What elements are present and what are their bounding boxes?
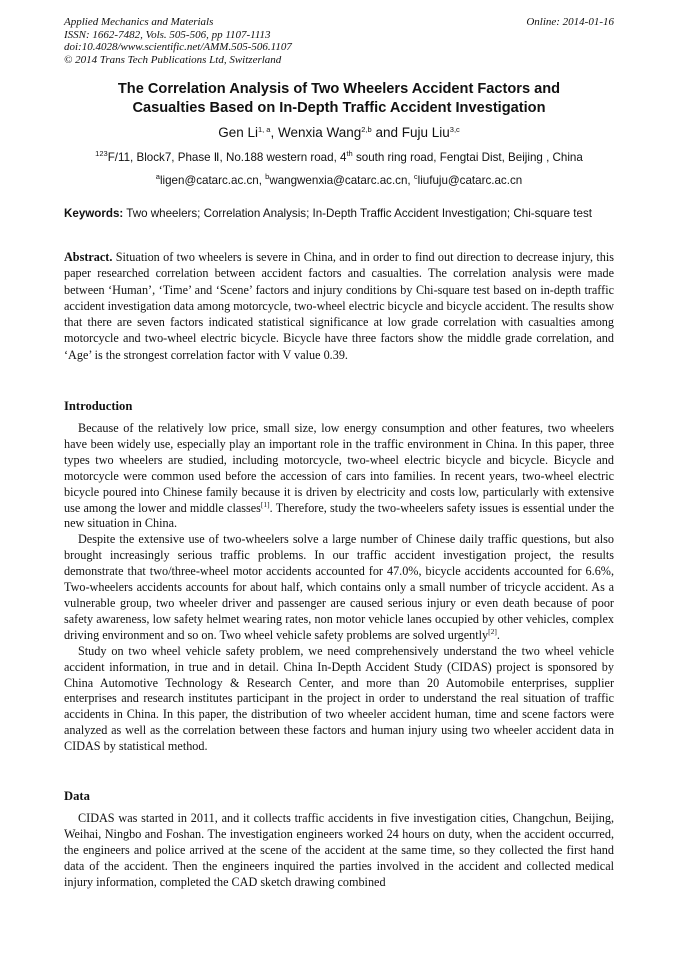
title-line-1: The Correlation Analysis of Two Wheelers Accident Factors and bbox=[117, 81, 561, 97]
keywords-text: Two wheelers; Correlation Analysis; In-Depth Traffic Accident Investigation; Chi-square test bbox=[123, 207, 592, 220]
email-list bbox=[40, 172, 638, 189]
journal-name: Applied Mechanics and Materials bbox=[64, 16, 214, 28]
email-c-sup: c bbox=[413, 172, 418, 181]
online-date: Online: 2014-01-16 bbox=[526, 16, 614, 28]
author-1: Gen Li bbox=[218, 125, 258, 140]
copyright-line: © 2014 Trans Tech Publications Ltd, Switzerland bbox=[64, 53, 282, 66]
issn-line: ISSN: 1662-7482, Vols. 505-506, pp 1107-1113 bbox=[64, 28, 271, 41]
introduction-body bbox=[64, 421, 614, 755]
intro-p1-text: Because of the relatively low price, small size, low energy consumption and other features, two wheelers have been widely use, especially play an important role in the traffic environment in China. In this paper, three types two wheelers are studied, including motorcycle, two-wheel electric bicycle and bicycle. Bicycle and motorcycle were common used before the accession of cars into families. In recent years, two-wheel electric bicycle poured into Chinese family because it is driven by electricity and costs low, particularly with extensive use among the lower and middle classes bbox=[64, 421, 614, 515]
abstract-label: Abstract. bbox=[64, 250, 113, 264]
email-b-sup: b bbox=[265, 172, 270, 181]
paper-title bbox=[40, 80, 638, 118]
author-2: , Wenxia Wang bbox=[270, 125, 362, 140]
author-3: and Fuju Liu bbox=[371, 125, 450, 140]
abstract bbox=[64, 249, 614, 363]
intro-p1-end: . Therefore, study the two-wheelers safety issues is essential under the new situation in China. bbox=[64, 500, 615, 531]
author-2-sup: 2,b bbox=[361, 125, 372, 134]
email-c[interactable]: liufuju@catarc.ac.cn bbox=[417, 174, 523, 187]
author-list bbox=[40, 124, 638, 142]
ref-1[interactable]: [1] bbox=[260, 499, 270, 509]
affiliation-pre: F/11, Block7, Phase Ⅱ, No.188 western road, 4 bbox=[107, 151, 347, 164]
intro-paragraph-1 bbox=[64, 421, 614, 532]
intro-p2-end: . bbox=[496, 627, 500, 642]
email-a[interactable]: ligen@catarc.ac.cn, bbox=[159, 174, 266, 187]
data-heading: Data bbox=[64, 789, 90, 803]
keywords bbox=[64, 207, 614, 221]
keywords-label: Keywords: bbox=[64, 207, 124, 220]
affiliation-th: th bbox=[346, 149, 353, 158]
email-b[interactable]: wangwenxia@catarc.ac.cn, bbox=[269, 174, 414, 187]
affiliation bbox=[40, 149, 638, 166]
author-3-sup: 3,c bbox=[449, 125, 460, 134]
abstract-text: Situation of two wheelers is severe in China, and in order to find out direction to decrease injury, this paper researched correlation between accident factors and casualties. The correlation analysis were made between ‘Human’, ‘Time’ and ‘Scene’ factors and injury conditions by Chi-square test based on in-depth traffic accident investigation data among motorcycle, two-wheel electric bicycle and bicycle accident. The results show that there are seven factors indicated statistical significance at low grade correlation with casualties among motorcycle and two-wheel electric bicycle. Bicycle have three factors show the middle grade correlation, and ‘Age’ is the strongest correlation factor with V value 0.39. bbox=[64, 250, 614, 362]
data-body bbox=[64, 811, 614, 891]
email-a-sup: a bbox=[155, 172, 160, 181]
intro-p2-text: Despite the extensive use of two-wheelers solve a large number of Chinese daily traffic questions, but also brought increasingly serious traffic problems. In our traffic accident investigation project, the results demonstrate that two/three-wheel motor accidents accounted for 47.0%, bicycle accidents accounted for 6.6%, Two-wheelers accidents accounts for about half, which contains only a small number of tricycle accident. As a vulnerable group, two wheeler driver and passenger are caused serious injury or even death because of poor safety awareness, low safety helmet wearing rates, non motor vehicle lanes occupied by other vehicles, complex driving environment and so on. Two wheel vehicle safety problems are solved urgently bbox=[64, 532, 614, 642]
introduction-heading: Introduction bbox=[64, 399, 133, 413]
affiliation-post: south ring road, Fengtai Dist, Beijing , China bbox=[352, 151, 583, 164]
affiliation-sup: 123 bbox=[95, 149, 108, 158]
author-1-sup: 1, a bbox=[257, 125, 271, 134]
intro-paragraph-3: Study on two wheel vehicle safety problem, we need comprehensively understand the two wheel vehicle accident information, in true and in detail. China In-Depth Accident Study (CIDAS) project is sponsored by China Automotive Technology & Research Center, and more than 20 Automobile enterprises, supplier enterprises and research institutes participant in the project in order to understand the real situation of traffic accidents in China. In this paper, the distribution of two wheeler accident human, time and scene factors were analyzed as well as the correlation between these factors and human injury using two wheeler accident data in CIDAS by statistical method. bbox=[64, 643, 614, 754]
doi-line: doi:10.4028/www.scientific.net/AMM.505-506.1107 bbox=[64, 41, 292, 53]
ref-2[interactable]: [2] bbox=[488, 626, 497, 636]
journal-header bbox=[64, 16, 292, 66]
data-paragraph-1: CIDAS was started in 2011, and it collects traffic accidents in five investigation cities, Changchun, Beijing, Weihai, Ningbo and Foshan. The investigation engineers worked 24 hours on duty, when the accident occurred, the engineers and police arrived at the scene of the accident at the same time, so they collected the first hand data of the accident. Then the engineers inquired the parties involved in the accident and collected medical injury information, completed the CAD sketch drawing combined bbox=[64, 811, 614, 889]
title-line-2: Casualties Based on In-Depth Traffic Accident Investigation bbox=[132, 100, 546, 116]
intro-paragraph-2 bbox=[64, 532, 614, 643]
